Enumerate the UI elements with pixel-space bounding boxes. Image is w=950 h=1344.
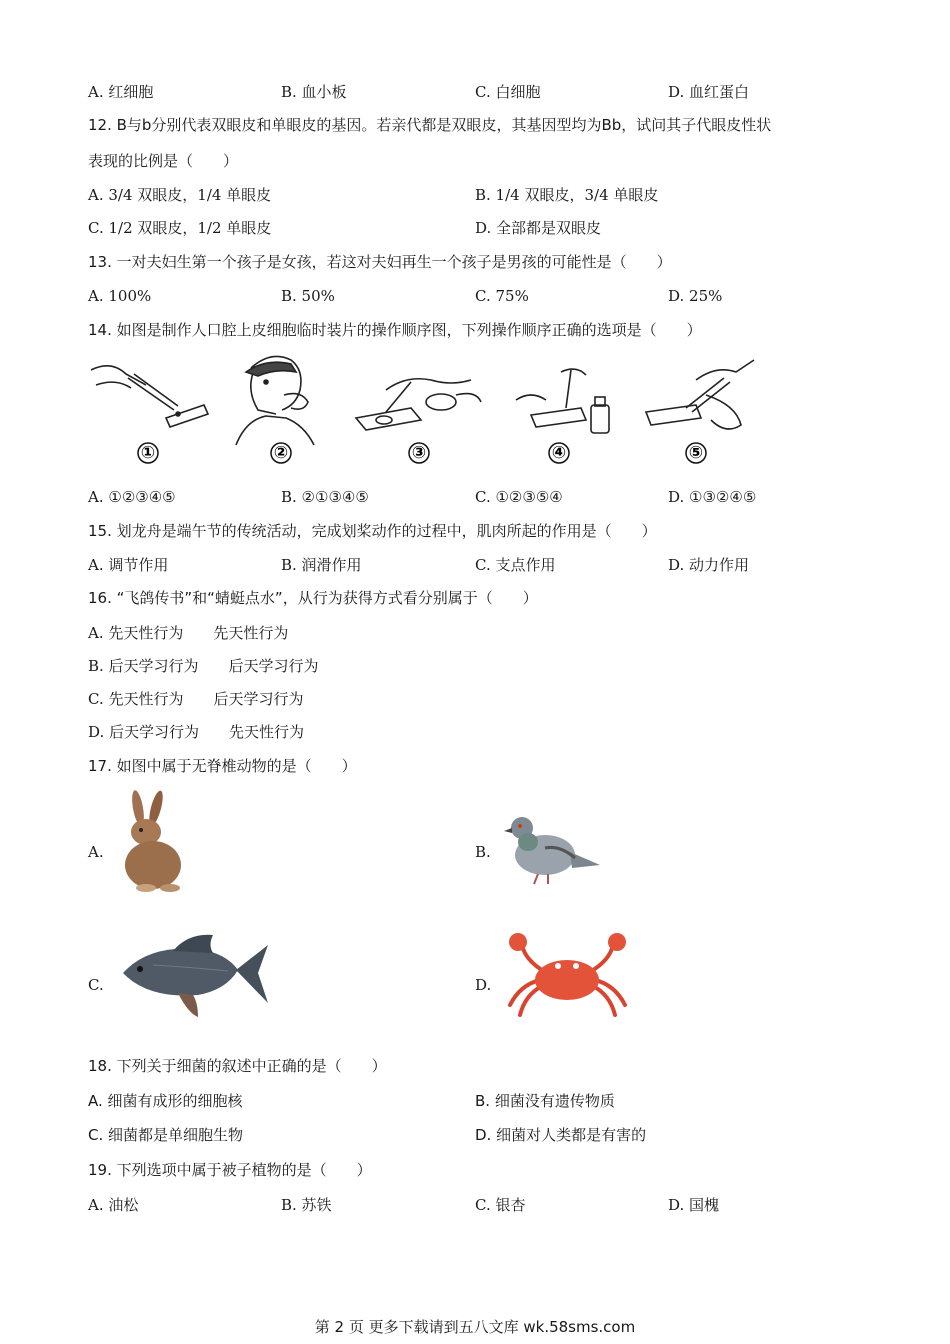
q11-option-a: A. 红细胞 [88, 83, 154, 101]
q15-text: 15. 划龙舟是端午节的传统活动，完成划桨动作的过程中，肌肉所起的作用是（ ） [88, 522, 657, 540]
pigeon-image [500, 800, 605, 890]
step3-scraping-illustration [356, 379, 481, 430]
q16-option-d: D. 后天学习行为 先天性行为 [88, 723, 305, 741]
q13-option-b: B. 50% [281, 287, 335, 305]
q14-text: 14. 如图是制作人口腔上皮细胞临时装片的操作顺序图，下列操作顺序正确的选项是（ ） [88, 321, 702, 339]
q12-option-d: D. 全部都是双眼皮 [475, 219, 602, 237]
q17-option-b-letter: B. [475, 843, 491, 861]
step1-dropper-illustration [91, 366, 208, 427]
q16-option-c: C. 先天性行为 后天学习行为 [88, 690, 304, 708]
q17-option-c-letter: C. [88, 976, 104, 994]
q12-text-line1: 12. B与b分别代表双眼皮和单眼皮的基因。若亲代都是双眼皮，其基因型均为Bb，试问其子代眼皮性状 [88, 116, 772, 134]
q15-option-b: B. 润滑作用 [281, 556, 362, 574]
q17-text: 17. 如图中属于无脊椎动物的是（ ） [88, 757, 357, 775]
q12-text-line2: 表现的比例是（ ） [88, 152, 239, 170]
q14-option-c: C. ①②③⑤④ [475, 488, 563, 506]
q16-text: 16. “飞鸽传书”和“蜻蜓点水”，从行为获得方式看分别属于（ ） [88, 589, 538, 607]
step5-label: ⑤ [688, 443, 704, 463]
q14-option-a: A. ①②③④⑤ [88, 488, 176, 506]
q12-option-b: B. 1/4 双眼皮，3/4 单眼皮 [475, 186, 659, 204]
q15-option-d: D. 动力作用 [668, 556, 750, 574]
q15-option-c: C. 支点作用 [475, 556, 556, 574]
crab-image [500, 930, 635, 1020]
step3-label: ③ [411, 443, 427, 463]
step5-coverslip-illustration [646, 360, 754, 429]
q18-option-a: A. 细菌有成形的细胞核 [88, 1092, 243, 1110]
slide-preparation-steps-figure [86, 350, 766, 470]
q19-option-b: B. 苏铁 [281, 1196, 332, 1214]
q11-option-d: D. 血红蛋白 [668, 83, 750, 101]
q16-option-b: B. 后天学习行为 后天学习行为 [88, 657, 319, 675]
q14-option-b: B. ②①③④⑤ [281, 488, 369, 506]
q18-option-d: D. 细菌对人类都是有害的 [475, 1126, 647, 1144]
q11-option-c: C. 白细胞 [475, 83, 541, 101]
q12-option-a: A. 3/4 双眼皮，1/4 单眼皮 [88, 186, 272, 204]
q13-text: 13. 一对夫妇生第一个孩子是女孩，若这对夫妇再生一个孩子是男孩的可能性是（ ） [88, 253, 672, 271]
q18-text: 18. 下列关于细菌的叙述中正确的是（ ） [88, 1057, 387, 1075]
page-footer: 第 2 页 更多下载请到五八文库 wk.58sms.com [314, 1318, 636, 1336]
q16-option-a: A. 先天性行为 先天性行为 [88, 624, 289, 642]
step1-label: ① [140, 443, 156, 463]
q14-option-d: D. ①③②④⑤ [668, 488, 757, 506]
fish-image [118, 925, 270, 1020]
q13-option-d: D. 25% [668, 287, 723, 305]
q19-option-c: C. 银杏 [475, 1196, 526, 1214]
q19-option-a: A. 油松 [88, 1196, 139, 1214]
step2-label: ② [273, 443, 289, 463]
step4-staining-illustration [516, 369, 609, 433]
q17-option-a-letter: A. [88, 843, 104, 861]
q18-option-b: B. 细菌没有遗传物质 [475, 1092, 615, 1110]
q18-option-c: C. 细菌都是单细胞生物 [88, 1126, 244, 1144]
q17-option-d-letter: D. [475, 976, 492, 994]
q15-option-a: A. 调节作用 [88, 556, 169, 574]
q11-option-b: B. 血小板 [281, 83, 347, 101]
rabbit-image [108, 790, 198, 895]
q19-text: 19. 下列选项中属于被子植物的是（ ） [88, 1161, 372, 1179]
q13-option-c: C. 75% [475, 287, 529, 305]
q19-option-d: D. 国槐 [668, 1196, 720, 1214]
step4-label: ④ [551, 443, 567, 463]
q13-option-a: A. 100% [88, 287, 152, 305]
q12-option-c: C. 1/2 双眼皮，1/2 单眼皮 [88, 219, 272, 237]
step2-person-illustration [236, 356, 314, 445]
